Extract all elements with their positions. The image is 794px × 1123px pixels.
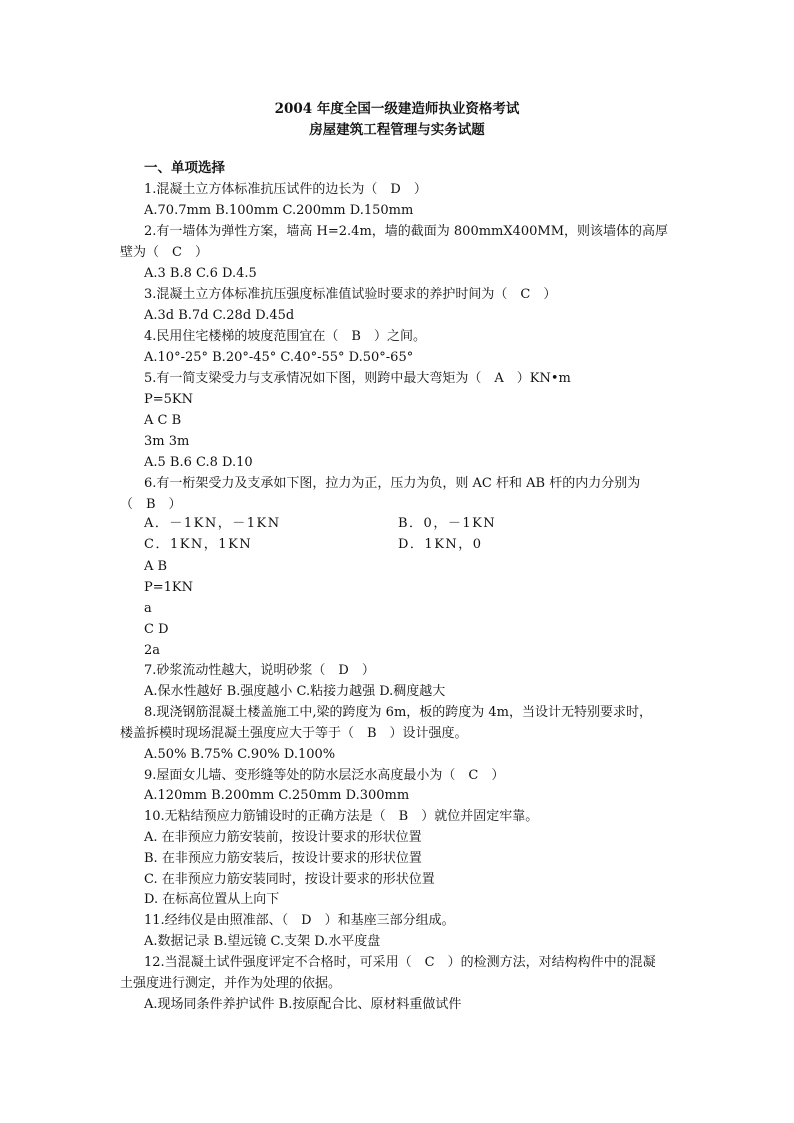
question-10-option-a: A. 在非预应力筋安装前，按设计要求的形状位置 [144,830,422,845]
question-10-option-c: C. 在非预应力筋安装同时，按设计要求的形状位置 [144,872,435,887]
question-6: 6.有一桁架受力及支承如下图，拉力为正，压力为负，则 AC 杆和 AB 杆的内力分别为 [144,476,641,491]
question-3-options: A.3d B.7d C.28d D.45d [144,308,295,323]
question-2: 2.有一墙体为弹性方案，墙高 H=2.4m，墙的截面为 800mmX400MM，则该墙体的高厚 [144,224,669,239]
question-9-options: A.120mm B.200mm C.250mm D.300mm [144,788,410,803]
question-10: 10.无粘结预应力筋铺设时的正确方法是（ B ）就位并固定牢靠。 [144,809,539,824]
question-2-continued: 壁为（ C ） [120,245,208,260]
question-6-option-d: D．1KN，0 [398,537,483,552]
question-10-option-d: D. 在标高位置从上向下 [144,892,280,907]
question-4-options: A.10°-25° B.20°-45° C.40°-55° D.50°-65° [144,350,414,365]
question-5-figure-spans: 3m 3m [144,434,190,449]
exam-subtitle: 房屋建筑工程管理与实务试题 [309,122,485,138]
question-5-figure-points: A C B [144,413,182,428]
question-2-options: A.3 B.8 C.6 D.4.5 [144,266,257,281]
question-10-option-b: B. 在非预应力筋安装后，按设计要求的形状位置 [144,851,422,866]
question-7-options: A.保水性越好 B.强度越小 C.粘接力越强 D.稠度越大 [144,684,446,699]
question-12-options: A.现场同条件养护试件 B.按原配合比、原材料重做试件 [144,997,462,1012]
question-6-figure-width: 2a [144,643,161,658]
question-5: 5.有一简支梁受力与支承情况如下图，则跨中最大弯矩为（ A ）KN•m [144,371,571,386]
question-6-figure-top-points: A B [144,559,168,574]
question-6-figure-bottom-points: C D [144,622,169,637]
question-6-option-c: C．1KN，1KN [144,537,253,552]
question-9: 9.屋面女儿墙、变形缝等处的防水层泛水高度最小为（ C ） [144,768,505,783]
question-11: 11.经纬仪是由照准部、（ D ）和基座三部分组成。 [144,913,455,928]
question-6-continued: （ B ） [120,497,182,512]
question-1-options: A.70.7mm B.100mm C.200mm D.150mm [144,203,414,218]
question-5-options: A.5 B.6 C.8 D.10 [144,455,253,470]
question-6-figure-height: a [144,601,152,616]
question-8-continued: 楼盖拆模时现场混凝土强度应大于等于（ B ）设计强度。 [120,726,468,741]
question-4: 4.民用住宅楼梯的坡度范围宜在（ B ）之间。 [144,329,426,344]
question-6-figure-load: P=1KN [144,580,193,595]
question-3: 3.混凝土立方体标准抗压强度标准值试验时要求的养护时间为（ C ） [144,287,557,302]
question-8-options: A.50% B.75% C.90% D.100% [144,747,336,762]
question-11-options: A.数据记录 B.望远镜 C.支架 D.水平度盘 [144,934,381,949]
question-6-option-a: A．－1KN，－1KN [144,516,281,531]
question-7: 7.砂浆流动性越大，说明砂浆（ D ） [144,663,375,678]
question-12: 12.当混凝土试件强度评定不合格时，可采用（ C ）的检测方法，对结构构件中的混凝 [144,955,656,970]
question-12-continued: 土强度进行测定，并作为处理的依据。 [120,976,342,991]
question-6-option-b: B．0，－1KN [398,516,497,531]
question-8: 8.现浇钢筋混凝土楼盖施工中,梁的跨度为 6m，板的跨度为 4m，当设计无特别要求时， [144,705,652,720]
section-heading: 一、单项选择 [144,160,225,176]
question-5-figure-load: P=5KN [144,392,193,407]
question-1: 1.混凝土立方体标准抗压试件的边长为（ D ） [144,182,427,197]
exam-title: 2004 年度全国一级建造师执业资格考试 [274,101,520,117]
